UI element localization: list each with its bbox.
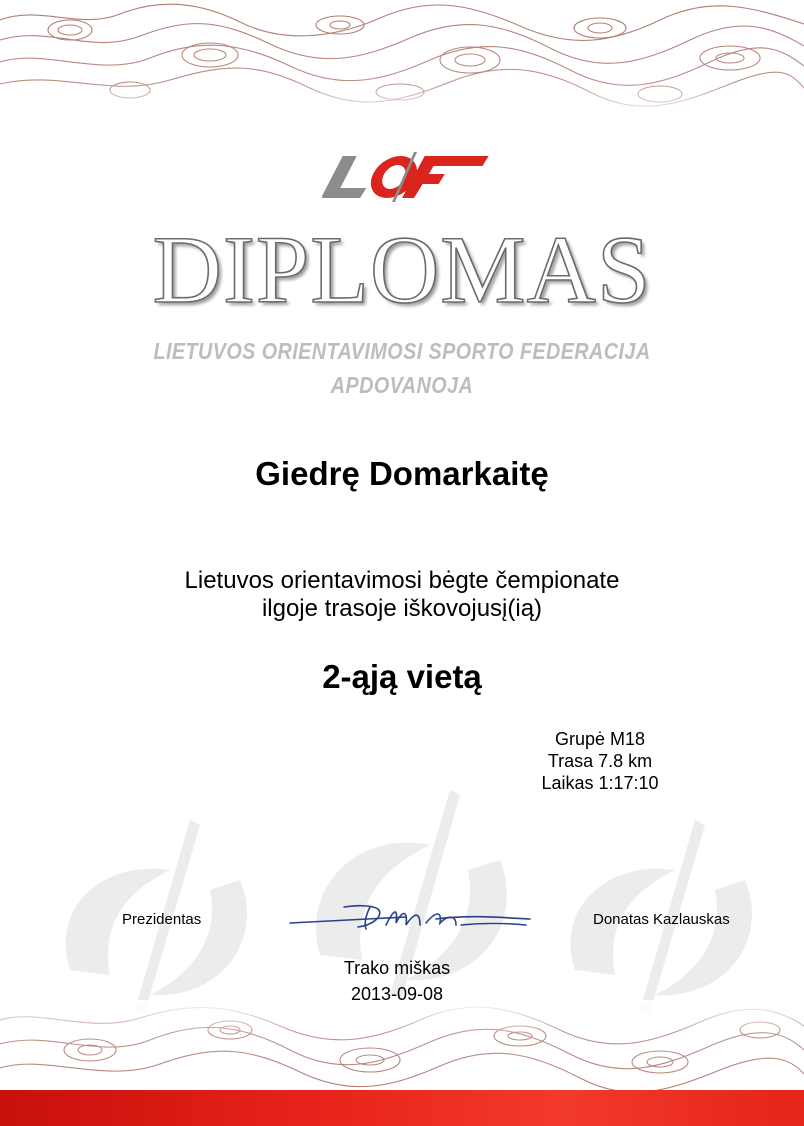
- time-label: Laikas 1:17:10: [541, 773, 659, 793]
- diploma-title: DIPLOMAS: [152, 216, 652, 323]
- event-date: 2013-09-08: [350, 984, 444, 1004]
- event-location: Trako miškas: [343, 958, 451, 978]
- signer-name: Donatas Kazlauskas: [593, 911, 730, 928]
- red-footer-band: [0, 1090, 804, 1126]
- event-description-line1: Lietuvos orientavimosi bėgte čempionate: [184, 567, 620, 594]
- topographic-pattern-bottom: [0, 1000, 804, 1096]
- group-label: Grupė M18: [554, 729, 646, 749]
- awards-label: APDOVANOJA: [330, 372, 474, 398]
- result-details: [520, 728, 680, 794]
- placement: 2-ąją vietą: [322, 658, 482, 695]
- course-label: Trasa 7.8 km: [547, 751, 653, 771]
- federation-name: LIETUVOS ORIENTAVIMOSI SPORTO FEDERACIJA: [153, 338, 651, 364]
- topographic-pattern-top: [0, 0, 804, 118]
- event-description-line2: ilgoje trasoje iškovojusį(ią): [261, 595, 543, 622]
- lsof-logo-icon: [322, 152, 490, 202]
- signer-role: Prezidentas: [122, 911, 202, 928]
- recipient-name: Giedrę Domarkaitę: [255, 455, 549, 492]
- signature-icon: [286, 895, 536, 937]
